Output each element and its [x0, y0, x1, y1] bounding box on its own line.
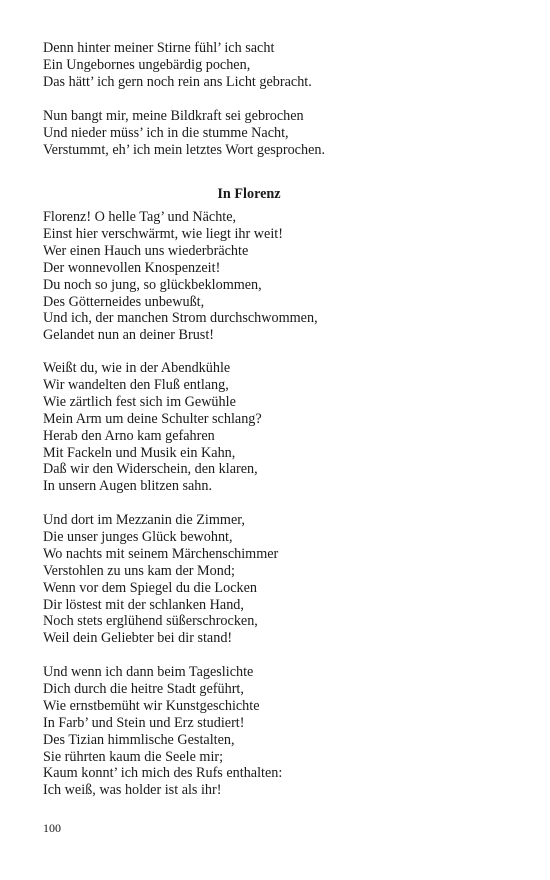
verse-line: In Farb’ und Stein und Erz studiert!	[43, 714, 245, 731]
verse-line: Daß wir den Widerschein, den klaren,	[43, 461, 258, 478]
verse-line: Florenz! O helle Tag’ und Nächte,	[43, 209, 237, 225]
verse-line: Gelandet nun an deiner Brust!	[43, 327, 214, 344]
verse-line: Wer einen Hauch uns wiederbrächte	[43, 242, 249, 259]
verse-line: Denn hinter meiner Stirne fühl’ ich sacht	[43, 40, 275, 56]
verse-line: Mein Arm um deine Schulter schlang?	[43, 410, 262, 427]
stanza-previous-2	[43, 108, 513, 159]
verse-line: Der wonnevollen Knospenzeit!	[43, 259, 221, 276]
verse-line: Ein Ungebornes ungebärdig pochen,	[43, 56, 251, 73]
verse-line: Wie zärtlich fest sich im Gewühle	[43, 393, 236, 410]
verse-line: Und dort im Mezzanin die Zimmer,	[43, 512, 245, 528]
stanza-2	[43, 360, 513, 495]
verse-line: Wir wandelten den Fluß entlang,	[43, 376, 229, 393]
verse-line: Und wenn ich dann beim Tageslichte	[43, 664, 254, 680]
verse-line: Noch stets erglühend süßerschrocken,	[43, 613, 258, 630]
verse-line: Das hätt’ ich gern noch rein ans Licht gebracht.	[43, 73, 312, 90]
verse-line: Nun bangt mir, meine Bildkraft sei gebrochen	[43, 108, 304, 124]
stanza-4	[43, 664, 513, 799]
verse-line: Des Götterneides unbewußt,	[43, 293, 205, 310]
verse-line: Dich durch die heitre Stadt geführt,	[43, 680, 244, 697]
verse-line: Kaum konnt’ ich mich des Rufs enthalten:	[43, 765, 283, 782]
verse-line: Weißt du, wie in der Abendkühle	[43, 360, 231, 376]
verse-line: Mit Fackeln und Musik ein Kahn,	[43, 444, 236, 461]
verse-line: Wie ernstbemüht wir Kunstgeschichte	[43, 697, 260, 714]
stanza-previous-1	[43, 40, 513, 91]
verse-line: In unsern Augen blitzen sahn.	[43, 478, 213, 495]
verse-line: Verstummt, eh’ ich mein letztes Wort gesprochen.	[43, 141, 326, 158]
verse-line: Die unser junges Glück bewohnt,	[43, 528, 233, 545]
poem-title: In Florenz	[217, 186, 281, 202]
verse-line: Wenn vor dem Spiegel du die Locken	[43, 579, 257, 596]
stanza-1	[43, 209, 513, 344]
verse-line: Sie rührten kaum die Seele mir;	[43, 748, 224, 765]
verse-line: Verstohlen zu uns kam der Mond;	[43, 562, 235, 579]
verse-line: Des Tizian himmlische Gestalten,	[43, 731, 235, 748]
verse-line: Dir löstest mit der schlanken Hand,	[43, 596, 244, 613]
stanza-3	[43, 512, 513, 647]
verse-line: Und ich, der manchen Strom durchschwommen,	[43, 310, 318, 327]
verse-line: Weil dein Geliebter bei dir stand!	[43, 630, 233, 647]
page-number: 100	[43, 821, 61, 835]
verse-line: Ich weiß, was holder ist als ihr!	[43, 782, 222, 799]
verse-line: Einst hier verschwärmt, wie liegt ihr weit!	[43, 225, 283, 242]
verse-line: Und nieder müss’ ich in die stumme Nacht,	[43, 124, 289, 141]
verse-line: Du noch so jung, so glückbeklommen,	[43, 276, 262, 293]
verse-line: Herab den Arno kam gefahren	[43, 427, 215, 444]
verse-line: Wo nachts mit seinem Märchenschimmer	[43, 545, 279, 562]
